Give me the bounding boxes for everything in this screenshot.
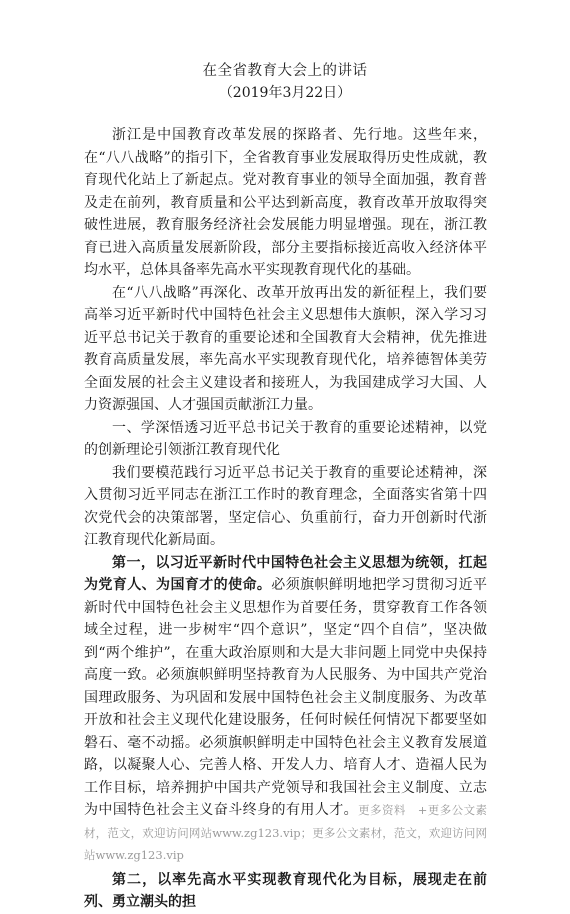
- paragraph-model-practice: 我们要模范践行习近平总书记关于教育的重要论述精神，深入贯彻习近平同志在浙江工作时的教育理念，全面落实省第十四次党代会的决策部署，坚定信心、负重前行，奋力开创新时代浙江教育现代化新局面。: [84, 464, 487, 548]
- watermark-text: 更多资料 +更多公文素材，范文，欢迎访问网站www.zg123.vip；更多公文素材，范文，欢迎访问网站www.zg123.vip: [84, 803, 488, 862]
- document-body: [84, 124, 487, 914]
- document-date: （2019年3月22日）: [218, 85, 352, 101]
- document-title: 在全省教育大会上的讲话: [202, 63, 368, 79]
- point-one-lead: 第一，以习近平新时代中国特色社会主义思想为统领，扛起为党育人、为国育才的使命。: [84, 554, 487, 593]
- section-heading-one: 一、学深悟透习近平总书记关于教育的重要论述精神，以党的创新理论引领浙江教育现代化: [84, 419, 487, 458]
- paragraph-new-journey: 在“八八战略”再深化、改革开放再出发的新征程上，我们要高举习近平新时代中国特色社会主义思想伟大旗帜，深入学习习近平总书记关于教育的重要论述和全国教育大会精神，优先推进教育高质量发展，率先高水平实现教育现代化，培养德智体美劳全面发展的社会主义建设者和接班人，为我国建成学习大国、人力资源强国、人才强国贡献浙江力量。: [84, 284, 487, 413]
- point-one-body: 必须旗帜鲜明地把学习贯彻习近平新时代中国特色社会主义思想作为首要任务，贯穿教育工作各领域全过程，进一步树牢“四个意识”，坚定“四个自信”，坚决做到“两个维护”，在重大政治原则和大是大非问题上同党中央保持高度一致。必须旗帜鲜明坚持教育为人民服务、为中国共产党治国理政服务、为巩固和发展中国特色社会主义制度服务、为改革开放和社会主义现代化建设服务，任何时候任何情况下都要坚如磐石、毫不动摇。必须旗帜鲜明走中国特色社会主义教育发展道路，以凝聚人心、完善人格、开发人力、培育人才、造福人民为工作目标，培养拥护中国共产党领导和我国社会主义制度、立志为中国特色社会主义奋斗终身的有用人才。: [84, 577, 487, 818]
- point-two-lead: 第二，以率先高水平实现教育现代化为目标，展现走在前列、勇立潮头的担: [84, 871, 487, 910]
- paragraph-point-one: [84, 552, 487, 867]
- paragraph-intro: 浙江是中国教育改革发展的探路者、先行地。这些年来，在“八八战略”的指引下，全省教育事业发展取得历史性成就，教育现代化站上了新起点。党对教育事业的领导全面加强，教育普及走在前列，教育质量和公平达到新高度，教育改革开放取得突破性进展，教育服务经济社会发展能力明显增强。现在，浙江教育已进入高质量发展新阶段，部分主要指标接近高收入经济体平均水平，总体具备率先高水平实现教育现代化的基础。: [84, 127, 487, 278]
